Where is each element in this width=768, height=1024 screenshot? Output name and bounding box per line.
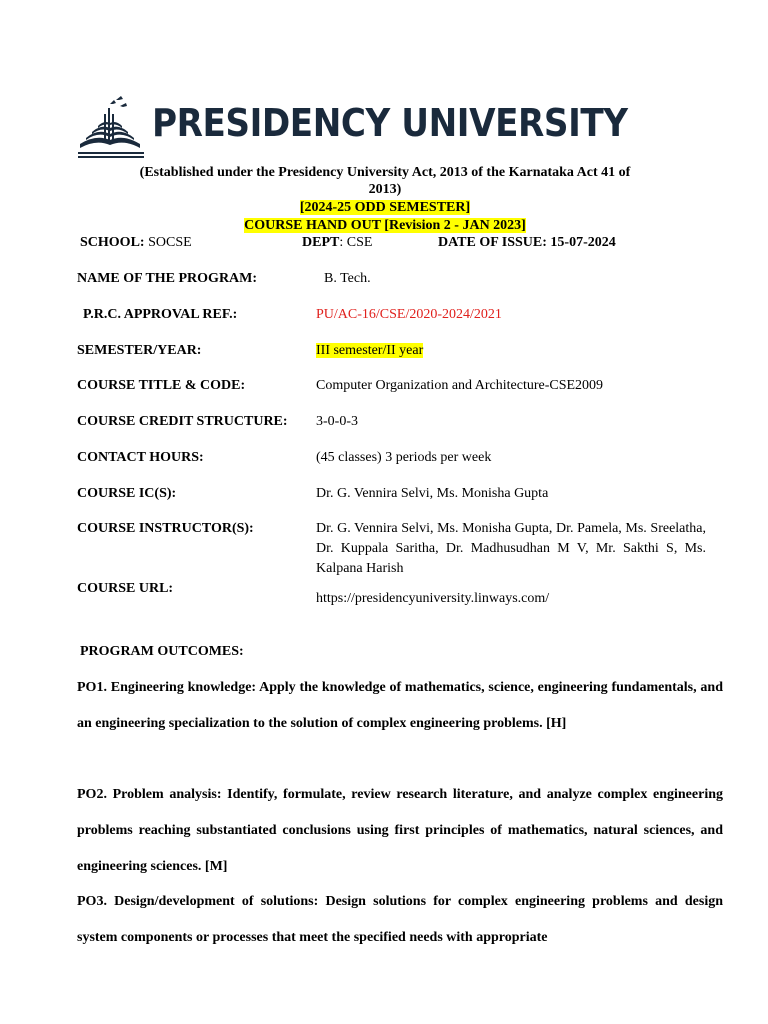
course-ic-value: Dr. G. Vennira Selvi, Ms. Monisha Gupta bbox=[316, 486, 549, 501]
semester-year-value bbox=[316, 341, 423, 361]
program-label: NAME OF THE PROGRAM: bbox=[77, 271, 258, 286]
university-logo bbox=[76, 94, 628, 160]
instructors-value: Dr. G. Vennira Selvi, Ms. Monisha Gupta, Dr. Pamela, Ms. Sreelatha, Dr. Kuppala Saritha, Dr. Madhusudhan M V, Mr. Sakthi S, Ms. Kalpana Harish bbox=[316, 521, 706, 576]
semester-heading bbox=[110, 199, 660, 216]
open-book-birds-icon bbox=[76, 94, 146, 160]
dept-field bbox=[302, 234, 372, 251]
date-of-issue: DATE OF ISSUE: 15-07-2024 bbox=[438, 235, 616, 250]
po1-paragraph: PO1. Engineering knowledge: Apply the knowledge of mathematics, science, engineering fundamentals, and an engineering specialization to the solution of complex engineering problems. [H] bbox=[77, 680, 723, 731]
instructors-label: COURSE INSTRUCTOR(S): bbox=[77, 521, 254, 536]
university-wordmark: PRESIDENCY UNIVERSITY bbox=[152, 101, 628, 145]
semester-highlight: [2024-25 ODD SEMESTER] bbox=[299, 200, 471, 215]
contact-hours-value: (45 classes) 3 periods per week bbox=[316, 450, 492, 465]
semester-year-highlight: III semester/II year bbox=[316, 343, 424, 358]
contact-hours-label: CONTACT HOURS: bbox=[77, 450, 204, 465]
dept-label: DEPT bbox=[302, 235, 340, 250]
handout-heading bbox=[110, 217, 660, 234]
course-title-label: COURSE TITLE & CODE: bbox=[77, 378, 246, 393]
prc-value: PU/AC-16/CSE/2020-2024/2021 bbox=[316, 307, 502, 322]
school-field bbox=[80, 234, 192, 251]
po2-paragraph: PO2. Problem analysis: Identify, formulate, review research literature, and analyze complex engineering problems reaching substantiated conclusions using first principles of mathematics, natural sciences, and engineering sciences. [M] bbox=[77, 787, 723, 874]
prc-label: P.R.C. APPROVAL REF.: bbox=[83, 307, 238, 322]
credit-value: 3-0-0-3 bbox=[316, 414, 358, 429]
established-line-1: (Established under the Presidency University Act, 2013 of the Karnataka Act 41 of bbox=[139, 165, 631, 180]
dept-value: : CSE bbox=[339, 235, 373, 250]
course-url-label: COURSE URL: bbox=[77, 581, 174, 596]
semester-year-label: SEMESTER/YEAR: bbox=[77, 343, 202, 358]
program-value: B. Tech. bbox=[324, 271, 371, 286]
credit-label: COURSE CREDIT STRUCTURE: bbox=[77, 414, 288, 429]
handout-highlight: COURSE HAND OUT [Revision 2 - JAN 2023] bbox=[244, 218, 526, 233]
course-ic-label: COURSE IC(S): bbox=[77, 486, 177, 501]
course-title-value: Computer Organization and Architecture-CSE2009 bbox=[316, 378, 604, 393]
course-url-value[interactable]: https://presidencyuniversity.linways.com/ bbox=[316, 591, 550, 606]
po3-paragraph: PO3. Design/development of solutions: Design solutions for complex engineering problems and design system components or processes that meet the specified needs with appropriate bbox=[77, 894, 723, 945]
established-line-2: 2013) bbox=[368, 182, 402, 197]
program-outcomes-heading: PROGRAM OUTCOMES: bbox=[80, 644, 244, 659]
school-label: SCHOOL: bbox=[80, 235, 145, 250]
school-value: SOCSE bbox=[144, 235, 192, 250]
